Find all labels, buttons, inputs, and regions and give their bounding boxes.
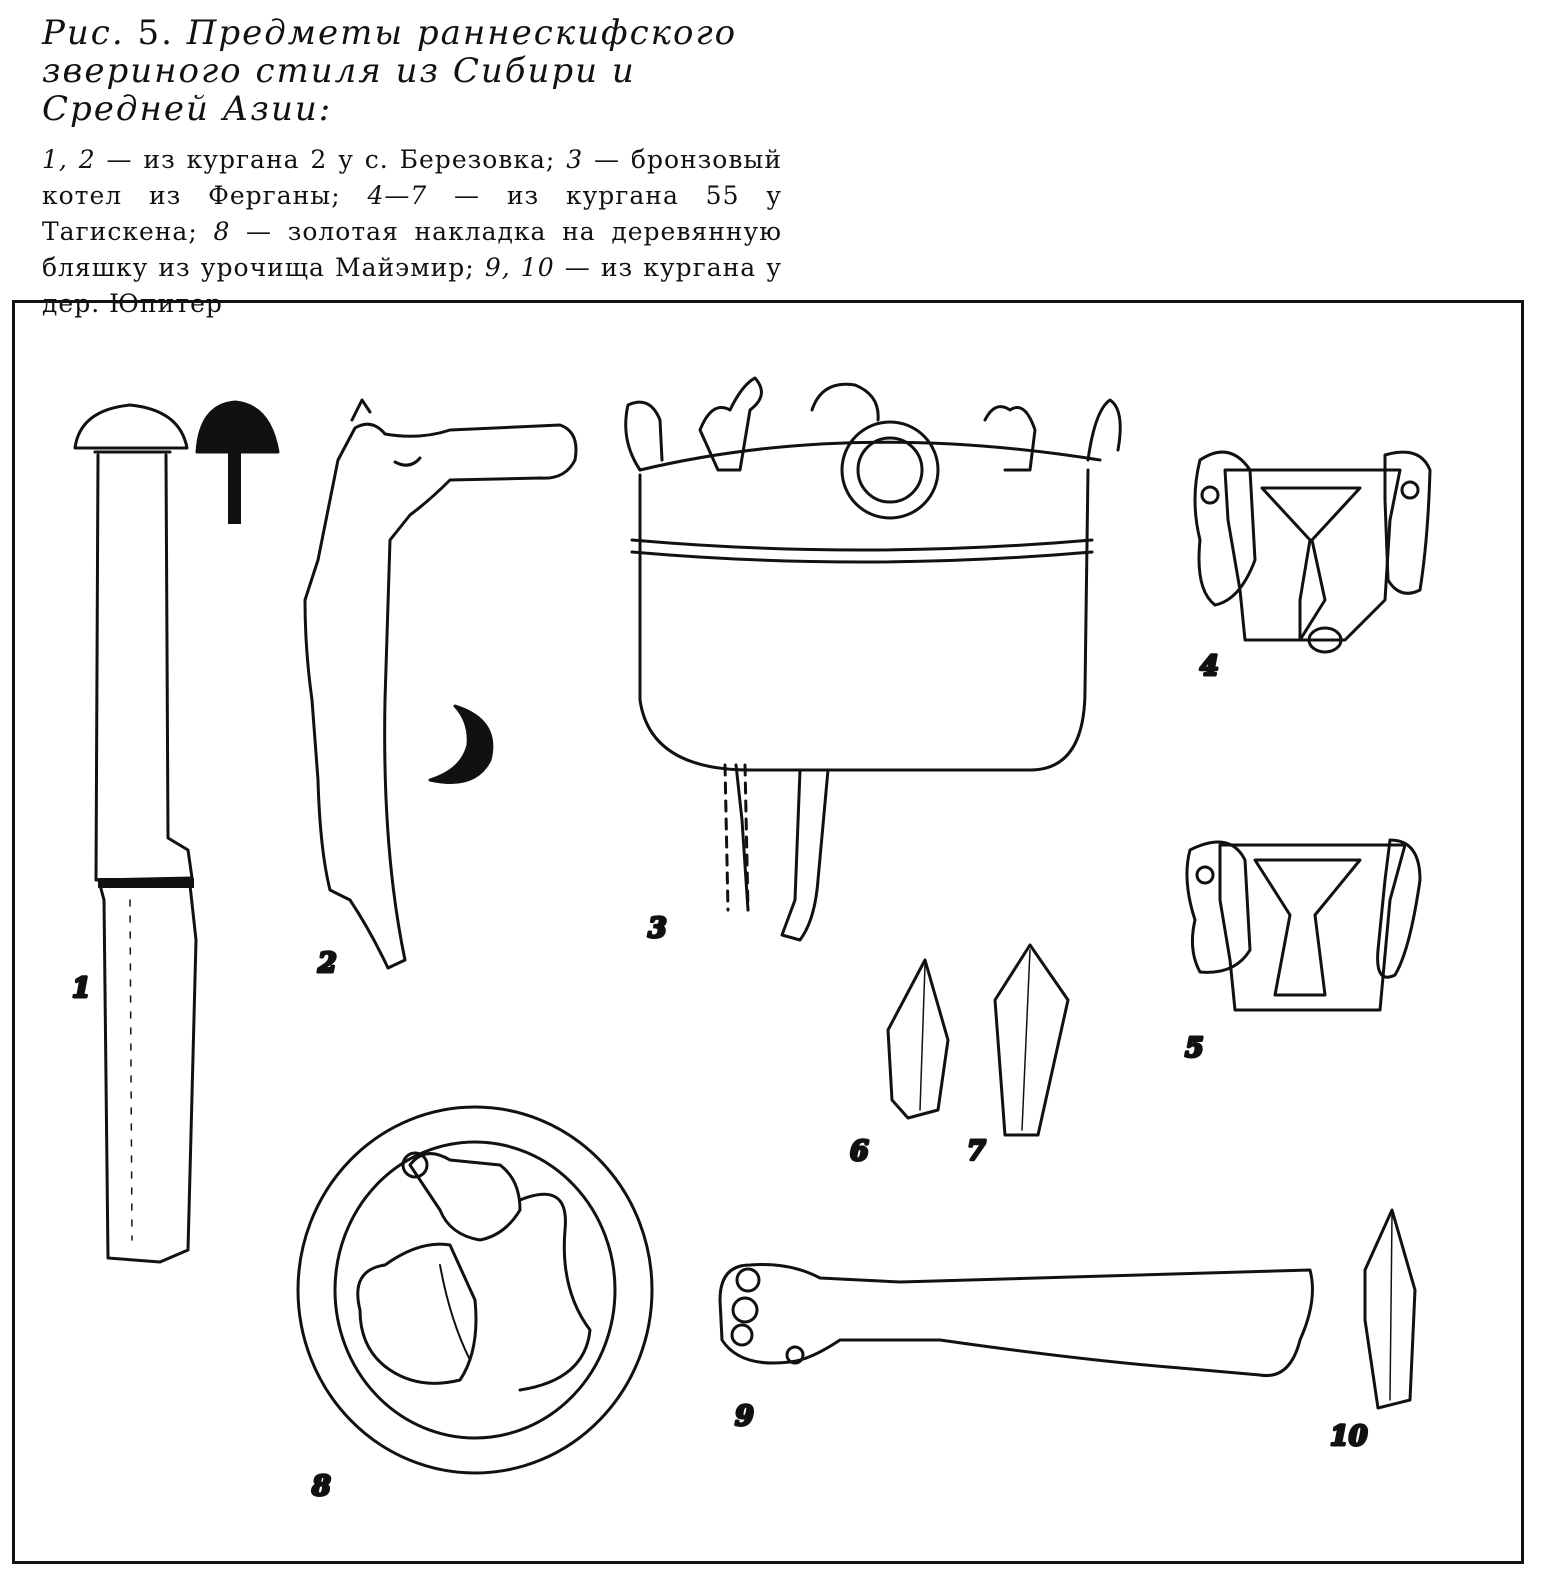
item-label-9: 9	[735, 1401, 754, 1432]
legend-text: — золотая накладка на деревянную бляшку из урочища Майэмир;	[42, 217, 782, 282]
round-plaque-drawing	[298, 1107, 652, 1473]
arrowhead-7-drawing	[995, 945, 1068, 1135]
legend-text: — бронзовый котел из Ферганы;	[42, 145, 782, 210]
item-label-2: 2	[318, 948, 337, 979]
legend-ref: 1, 2	[42, 145, 96, 174]
item-label-3: 3	[648, 913, 667, 944]
legend-ref: 9, 10	[484, 253, 555, 282]
item-label-6: 6	[850, 1136, 869, 1167]
legend-text: — из кургана 55 у Тагискена;	[42, 181, 782, 246]
cauldron-drawing	[626, 378, 1121, 940]
item-label-7: 7	[967, 1136, 986, 1167]
item-label-1: 1	[72, 973, 91, 1004]
item-label-5: 5	[1185, 1033, 1204, 1064]
legend-text: — из кургана у дер. Юпитер	[42, 253, 782, 318]
dagger-drawing	[75, 405, 196, 1262]
legend-ref: 8	[213, 217, 231, 246]
legend-text: — из кургана 2 у с. Березовка;	[95, 145, 567, 174]
crescent-section-drawing	[430, 706, 492, 783]
arrowhead-10-drawing	[1365, 1210, 1415, 1408]
horse-head-handle-drawing	[305, 400, 576, 968]
figure-number: 5.	[137, 13, 174, 53]
legend-ref: 3	[566, 145, 584, 174]
animal-handle-drawing	[720, 1265, 1312, 1376]
item-label-10: 10	[1330, 1421, 1368, 1452]
plaque-5-drawing	[1187, 840, 1420, 1010]
item-label-8: 8	[312, 1471, 331, 1502]
legend-ref: 4—7	[367, 181, 428, 210]
figure-title-text: Предметы раннескифского звериного стиля из Сибири и Средней Азии:	[42, 13, 738, 129]
figure-title-prefix: Рис.	[42, 13, 125, 53]
item-label-4: 4	[1200, 651, 1219, 682]
arrowhead-6-drawing	[888, 960, 948, 1118]
plaque-4-drawing	[1195, 452, 1430, 652]
pommel-section-drawing	[197, 402, 278, 524]
